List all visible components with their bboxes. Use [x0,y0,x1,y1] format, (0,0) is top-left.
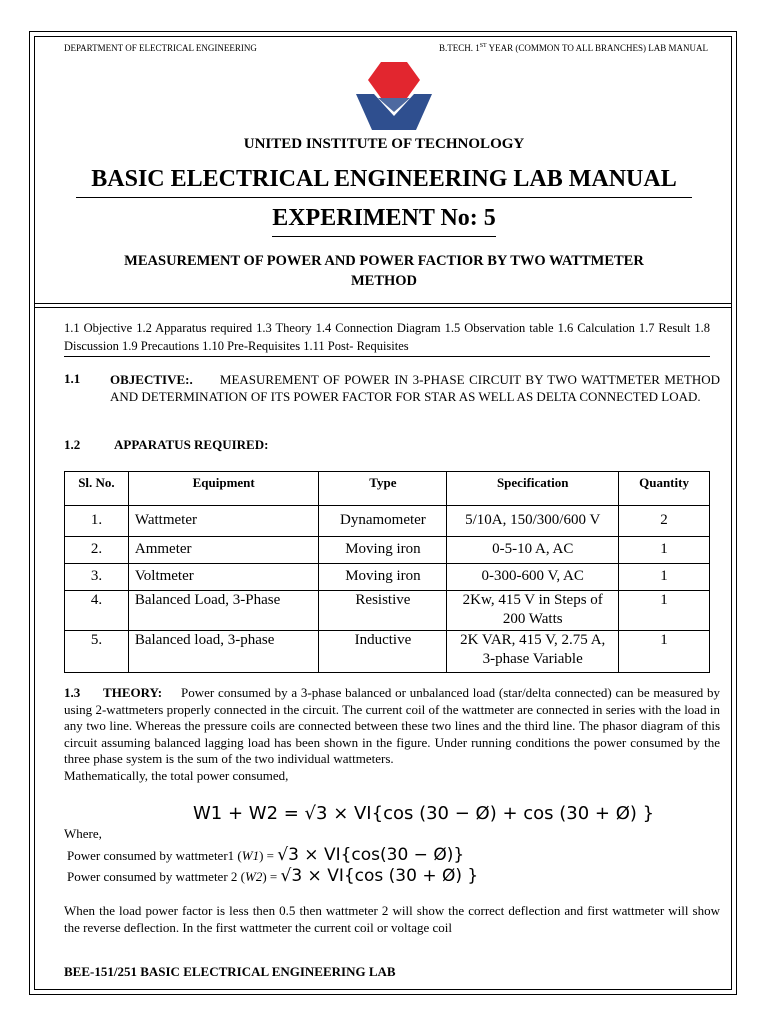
institute-name: UNITED INSTITUTE OF TECHNOLOGY [243,136,525,152]
header-cell: Sl. No. [65,472,129,506]
deflection-paragraph: When the load power factor is less then 0.5 then wattmeter 2 will show the correct deflection and first wattmeter will show the reverse deflection. In the first wattmeter the current coil or voltage coil [64,903,720,935]
table-cell: 1 [619,591,710,631]
table-cell: Balanced load, 3-phase [128,631,319,673]
title-underline [76,197,692,198]
table-cell: Wattmeter [128,506,319,537]
total-power-formula: W1 + W2 = √3 × VI{cos (30 − Ø) + cos (30 + Ø) } [193,803,655,824]
header-course: B.TECH. 1ST YEAR (COMMON TO ALL BRANCHES) LAB MANUAL [438,43,708,53]
page-footer: BEE-151/251 BASIC ELECTRICAL ENGINEERING LAB [64,964,396,979]
table-cell: 2K VAR, 415 V, 2.75 A, 3-phase Variable [447,631,619,673]
header-department: DEPARTMENT OF ELECTRICAL ENGINEERING [64,43,257,53]
table-cell: 5/10A, 150/300/600 V [447,506,619,537]
table-cell: 1 [619,631,710,673]
where-label: Where, [64,826,102,841]
theory-section: 1.3 THEORY: Power consumed by a 3-phase balanced or unbalanced load (star/delta connected) can be measured by using 2-wattmeters properly connected in the circuit. The current coil of the wattmeter are connected in series with the load in any two line. Whereas the pressure coils are connected between these two lines and the third line. The phasor diagram of this circuit assuming balanced lagging load has been shown in the figure. Under running conditions the power consumed by the three phase system is the sum of the two individual wattmeters. Mathematically, the total power consumed, [64,685,721,783]
table-row [65,506,710,537]
experiment-underline [272,236,496,237]
table-cell: 1 [619,537,710,564]
objective-text: OBJECTIVE:. MEASUREMENT OF POWER IN 3-PHASE CIRCUIT BY TWO WATTMETER METHOD AND DETERMINATION OF ITS POWER FACTOR FOR STAR AS WELL AS DELTA CONNECTED LOAD. [110,372,721,404]
apparatus-table [64,471,710,673]
wattmeter2-formula: Power consumed by wattmeter 2 (W2) = √3 × VI{cos (30 + Ø) } [67,866,479,886]
apparatus-heading: APPARATUS REQUIRED: [114,437,269,452]
header-cell: Type [319,472,447,506]
table-cell: 4. [65,591,129,631]
table-cell: Resistive [319,591,447,631]
wattmeter1-formula: Power consumed by wattmeter1 (W1) = √3 × VI{cos(30 − Ø)} [67,845,465,865]
manual-title: BASIC ELECTRICAL ENGINEERING LAB MANUAL [91,166,677,192]
table-cell: Balanced Load, 3-Phase [128,591,319,631]
table-cell: 3. [65,564,129,591]
table-cell: Moving iron [319,537,447,564]
table-of-contents: 1.1 Objective 1.2 Apparatus required 1.3 Theory 1.4 Connection Diagram 1.5 Observation table 1.6 Calculation 1.7 Result 1.8 Discussion 1.9 Precautions 1.10 Pre-Requisites 1.11 Post- Requisites [64,321,710,353]
table-row [65,631,710,673]
table-row [65,537,710,564]
section-separator [34,303,732,308]
experiment-subtitle: MEASUREMENT OF POWER AND POWER FACTIOR BY TWO WATTMETER METHOD [124,253,644,289]
header-cell: Equipment [128,472,319,506]
experiment-number: EXPERIMENT No: 5 [272,205,496,231]
toc-underline [64,356,710,357]
theory-text: Power consumed by a 3-phase balanced or unbalanced load (star/delta connected) can be measured by using 2-wattmeters properly connected in the circuit. The current coil of the wattmeter are connected in series with the load in any two line. Whereas the pressure coils are connected between these two lines and the third line. The phasor diagram of this circuit assuming balanced lagging load has been shown in the figure. Under running conditions the power consumed by the three phase system is the sum of the two individual wattmeters. [64,685,721,766]
table-cell: 2 [619,506,710,537]
table-header-row [65,472,710,506]
math-intro: Mathematically, the total power consumed, [64,767,289,783]
header-cell: Specification [447,472,619,506]
table-cell: 2Kw, 415 V in Steps of 200 Watts [447,591,619,631]
table-cell: 1 [619,564,710,591]
institute-logo [354,58,434,134]
table-cell: Inductive [319,631,447,673]
apparatus-number: 1.2 [64,437,81,452]
table-cell: Ammeter [128,537,319,564]
table-cell: 5. [65,631,129,673]
table-cell: Dynamometer [319,506,447,537]
table-cell: 0-5-10 A, AC [447,537,619,564]
table-cell: Voltmeter [128,564,319,591]
table-cell: 2. [65,537,129,564]
objective-number: 1.1 [64,371,81,386]
table-cell: 0-300-600 V, AC [447,564,619,591]
table-cell: 1. [65,506,129,537]
table-row [65,591,710,631]
header-cell: Quantity [619,472,710,506]
table-row [65,564,710,591]
table-cell: Moving iron [319,564,447,591]
